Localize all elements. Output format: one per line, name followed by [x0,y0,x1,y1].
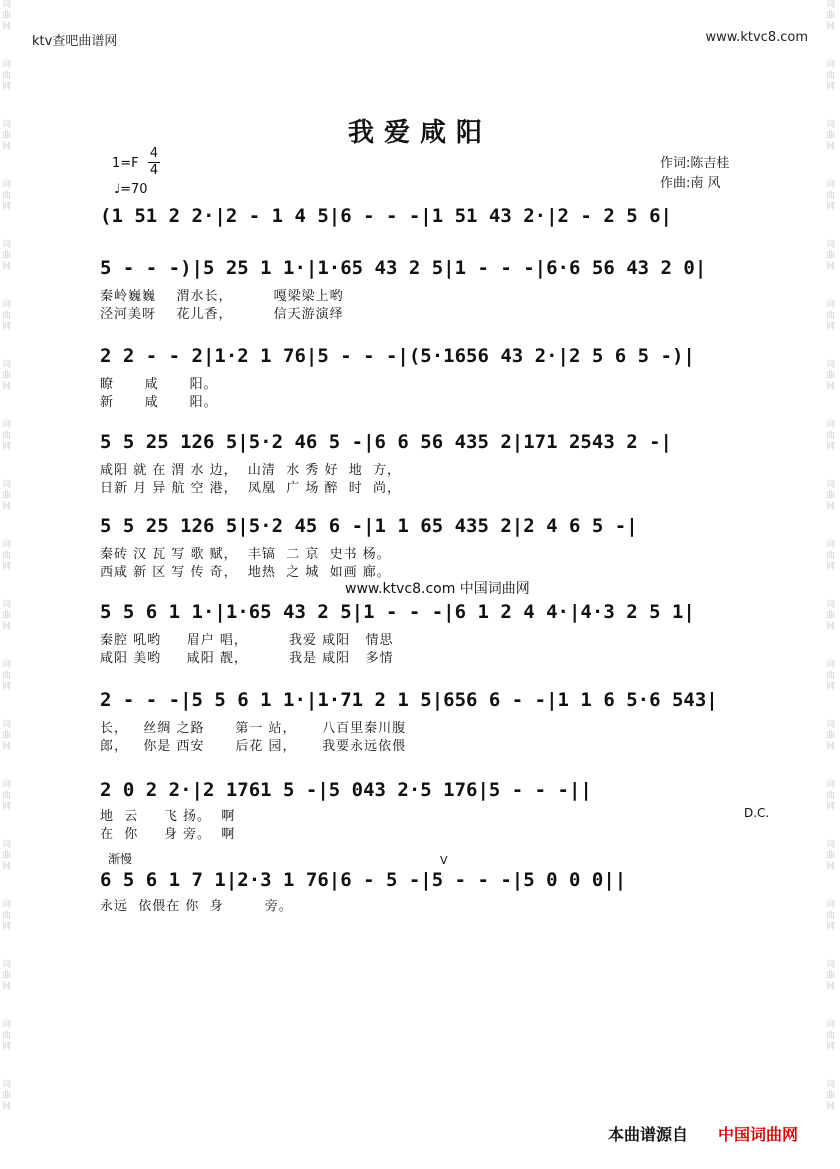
score-row-7: 2 - - -|5 5 6 1 1·|1·71 2 1 5|656 6 - -|1 1 6 5·6 543| [100,689,718,711]
footer-site-link[interactable]: 中国词曲网 [718,1125,799,1144]
score-row-5: 5 5 25 126 5|5·2 45 6 -|1 1 65 435 2|2 4 6 5 -| [100,515,638,537]
lyricist-credit: 作词:陈吉桂 [660,156,730,171]
lyric-row-8-verse-1: 地 云 飞 扬。 啊 [100,809,236,824]
watermark-center: www.ktvc8.com 中国词曲网 [345,581,530,597]
lyric-row-7-verse-1: 长， 丝绸 之路 第一 站， 八百里秦川腹 [100,721,407,736]
lyric-row-7-verse-2: 郎， 你是 西安 后花 园， 我要永远依偎 [100,739,407,754]
header-site-url[interactable]: www.ktvc8.com [705,30,808,45]
side-watermark-right: 词曲网 词曲网 词曲网 词曲网 词曲网 词曲网 词曲网 词曲网 词曲网 词曲网 词曲网 词曲网 词曲网 词曲网 词曲网 词曲网 词曲网 词曲网 词曲网 [826,0,836,1112]
lyric-row-3-verse-2: 新 咸 阳。 [100,395,218,410]
footer-source-label: 本曲谱源自 [608,1125,689,1144]
score-row-4: 5 5 25 126 5|5·2 46 5 -|6 6 56 435 2|171 2543 2 -| [100,431,672,453]
composer-credit: 作曲:南 风 [660,176,721,191]
lyric-row-2-verse-1: 秦岭巍巍 渭水长， 嘎梁梁上哟 [100,289,344,304]
score-row-2: 5 - - -)|5 25 1 1·|1·65 43 2 5|1 - - -|6·6 56 43 2 0| [100,257,707,279]
tempo-marking: ♩=70 [114,182,148,197]
key-signature: 1=F [112,156,139,171]
time-signature: 4 4 [149,146,159,178]
score-row-3: 2 2 - - 2|1·2 1 76|5 - - -|(5·1656 43 2·|2 5 6 5 -)| [100,345,695,367]
ritardando-marking: 渐慢 [108,852,133,866]
score-row-1: (1 51 2 2·|2 - 1 4 5|6 - - -|1 51 43 2·|2 - 2 5 6| [100,205,672,227]
breath-mark: V [440,854,448,867]
lyric-row-5-verse-1: 秦砖 汉 瓦 写 歌 赋， 丰镐 二 京 史书 杨。 [100,547,391,562]
lyric-row-5-verse-2: 西咸 新 区 写 传 奇， 地热 之 城 如画 廊。 [100,565,391,580]
lyric-row-8-verse-2: 在 你 身 旁。 啊 [100,827,236,842]
lyric-row-4-verse-1: 咸阳 就 在 渭 水 边， 山清 水 秀 好 地 方， [100,463,401,478]
score-row-8: 2 0 2 2·|2 1761 5 -|5 043 2·5 176|5 - - -|| [100,779,592,801]
side-watermark-left: 词曲网 词曲网 词曲网 词曲网 词曲网 词曲网 词曲网 词曲网 词曲网 词曲网 词曲网 词曲网 词曲网 词曲网 词曲网 词曲网 词曲网 词曲网 词曲网 [2,0,12,1112]
lyric-row-6-verse-1: 秦腔 吼哟 眉户 唱， 我爱 咸阳 情思 [100,633,394,648]
song-title: 我爱咸阳 [347,118,492,148]
score-row-9: 6 5 6 1 7 1|2·3 1 76|6 - 5 -|5 - - -|5 0 0 0|| [100,869,627,891]
score-row-6: 5 5 6 1 1·|1·65 43 2 5|1 - - -|6 1 2 4 4·|4·3 2 5 1| [100,601,695,623]
lyric-row-6-verse-2: 咸阳 美哟 咸阳 靓， 我是 咸阳 多情 [100,651,394,666]
header-site-name: ktv查吧曲谱网 [32,34,118,49]
lyric-row-4-verse-2: 日新 月 异 航 空 港， 凤凰 广 场 醉 时 尚， [100,481,401,496]
dc-marking: D.C. [744,806,770,820]
lyric-row-9: 永远 依偎在 你 身 旁。 [100,899,293,914]
lyric-row-3-verse-1: 瞭 咸 阳。 [100,377,218,392]
lyric-row-2-verse-2: 泾河美呀 花儿香， 信天游演绎 [100,307,344,322]
